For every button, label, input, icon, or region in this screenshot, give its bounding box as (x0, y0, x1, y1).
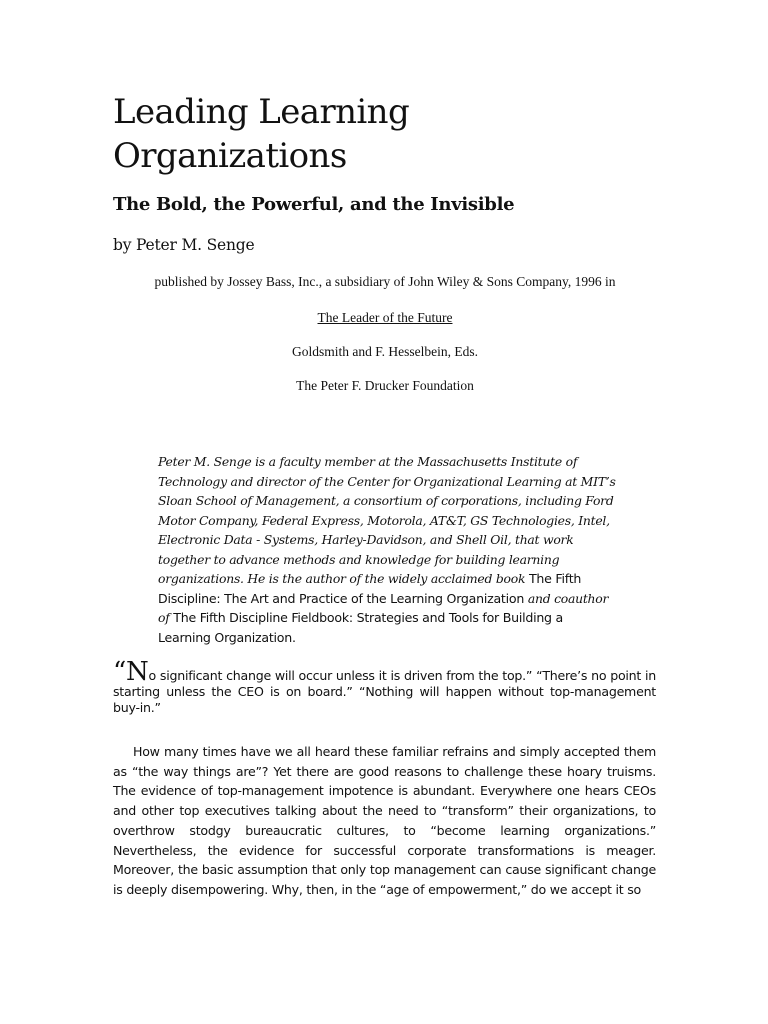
body-paragraph: How many times have we all heard these familiar refrains and simply accepted them as “the way things are”? Yet there are good reasons to challenge these hoary truisms. The evidence of top-management impotence is abundant. Everywhere one hears CEOs and other top executives talking about the need to “transform” their organizations, to overthrow stodgy bureaucratic cultures, to “become learning organizations.” Nevertheless, the evidence for successful corporate transformations is meager. Moreover, the basic assumption that only top management can cause significant change is deeply disempowering. Why, then, in the “age of empowerment,” do we accept it so (113, 744, 656, 897)
author-bio (158, 452, 618, 647)
foundation-line: The Peter F. Drucker Foundation (296, 378, 474, 393)
opening-quote (113, 657, 656, 716)
book-title: The Leader of the Future (317, 310, 453, 325)
title-line-1: Leading Learning (113, 92, 410, 132)
bio-book-title-2: The Fifth Discipline Fieldbook: Strategies and Tools for Building a Learning Organization. (158, 610, 564, 645)
document-title (113, 90, 673, 178)
drop-cap: “N (113, 657, 149, 687)
bio-book-title-1: The Fifth Discipline: The Art and Practice of the Learning Organization (158, 571, 582, 606)
title-line-2: Organizations (113, 136, 347, 176)
bio-text-part-1: Peter M. Senge is a faculty member at the Massachusetts Institute of Technology and director of the Center for Organizational Learning at MIT’s Sloan School of Management, a consortium of corporations, including Ford Motor Company, Federal Express, Motorola, AT&T, GS Technologies, Intel, Electronic Data - Systems, Harley-Davidson, and Shell Oil, that work together to advance methods and knowledge for building learning organizations. He is the author of the widely acclaimed book (158, 454, 616, 586)
opening-quote-text: o significant change will occur unless it is driven from the top.” “There’s no point in starting unless the CEO is on board.” “Nothing will happen without top-management buy-in.” (113, 668, 656, 715)
author-byline: by Peter M. Senge (113, 236, 255, 254)
editors-line: Goldsmith and F. Hesselbein, Eds. (291, 344, 479, 359)
document-subtitle: The Bold, the Powerful, and the Invisible (113, 194, 515, 215)
bio-text-part-2: and coauthor of (158, 590, 609, 625)
publisher-line: published by Jossey Bass, Inc., a subsidiary of John Wiley & Sons Company, 1996 in (154, 274, 616, 289)
